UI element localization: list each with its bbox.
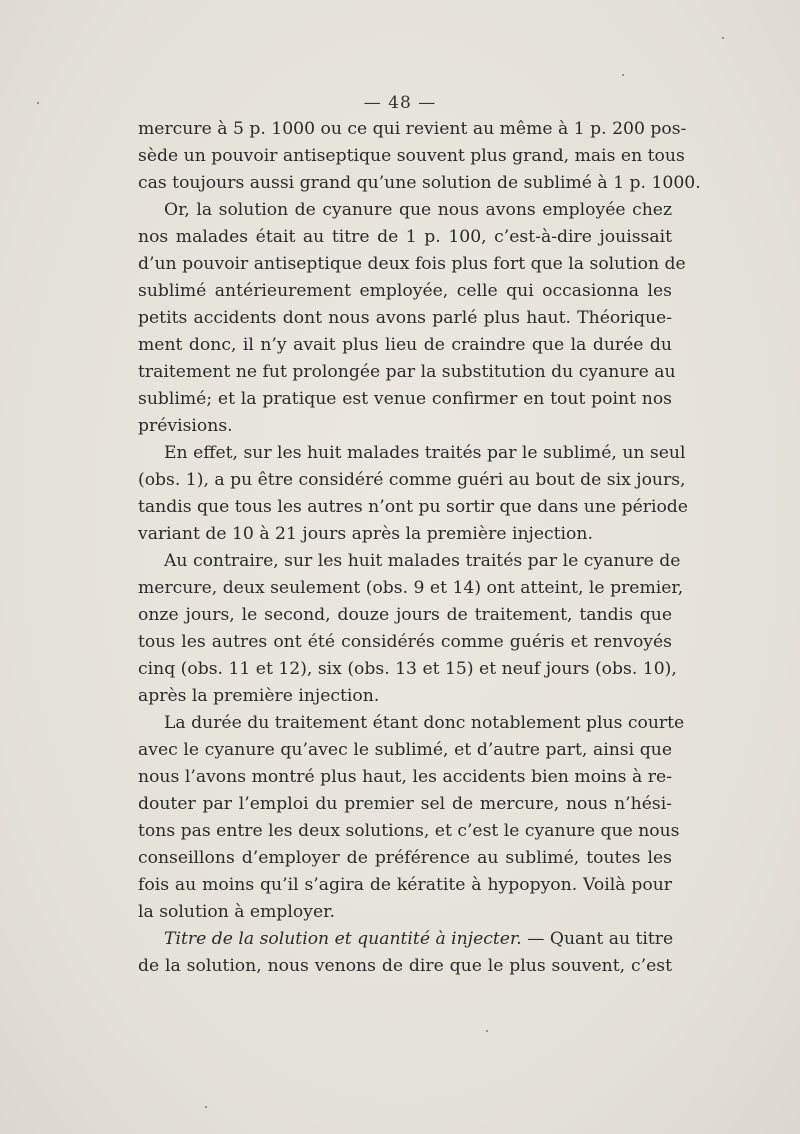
text-line: prévisions.: [138, 416, 233, 436]
text-line: sède un pouvoir antiseptique souvent plus grand, mais en tous: [138, 146, 685, 166]
paper-speck: [486, 1030, 488, 1032]
text-line: cinq (obs. 11 et 12), six (obs. 13 et 15) et neuf jours (obs. 10),: [138, 659, 677, 679]
text-line: tandis que tous les autres n’ont pu sortir que dans une période: [138, 497, 688, 517]
text-line: Au contraire, sur les huit malades traités par le cyanure de: [164, 551, 681, 571]
paper-speck: [622, 74, 624, 76]
text-line: (obs. 1), a pu être considéré comme guéri au bout de six jours,: [138, 470, 686, 490]
text-line: la solution à employer.: [138, 902, 335, 922]
text-line: ment donc, il n’y avait plus lieu de craindre que la durée du: [138, 335, 672, 355]
page-number: — 48 —: [363, 93, 437, 113]
text-line: traitement ne fut prolongée par la substitution du cyanure au: [138, 362, 676, 382]
text-line: onze jours, le second, douze jours de traitement, tandis que: [138, 605, 672, 625]
paper-speck: [205, 1106, 207, 1108]
final-text-line: de la solution, nous venons de dire que le plus souvent, c’est: [138, 956, 672, 976]
text-line: douter par l’emploi du premier sel de mercure, nous n’hési-: [138, 794, 672, 814]
text-line: tons pas entre les deux solutions, et c’est le cyanure que nous: [138, 821, 680, 841]
text-line: En effet, sur les huit malades traités par le sublimé, un seul: [164, 443, 686, 463]
text-line: sublimé antérieurement employée, celle qui occasionna les: [138, 281, 672, 301]
text-line: après la première injection.: [138, 686, 380, 706]
paper-speck: [37, 102, 39, 104]
paragraph-lines: [138, 116, 701, 926]
text-line: tous les autres ont été considérés comme guéris et renvoyés: [138, 632, 672, 652]
text-line: sublimé; et la pratique est venue confirmer en tout point nos: [138, 389, 672, 409]
text-line: fois au moins qu’il s’agira de kératite à hypopyon. Voilà pour: [138, 875, 672, 895]
section-heading-line: [138, 926, 672, 953]
text-line: nos malades était au titre de 1 p. 100, c’est-à-dire jouissait: [138, 227, 672, 247]
section-heading-continuation: — Quant au titre: [521, 929, 674, 949]
text-line: nous l’avons montré plus haut, les accidents bien moins à re-: [138, 767, 672, 787]
text-line: La durée du traitement étant donc notablement plus courte: [164, 713, 685, 733]
text-line: conseillons d’employer de préférence au sublimé, toutes les: [138, 848, 672, 868]
body-text: [138, 116, 701, 980]
paper-speck: [722, 37, 724, 39]
text-line: cas toujours aussi grand qu’une solution de sublimé à 1 p. 1000.: [138, 173, 701, 193]
text-line: mercure, deux seulement (obs. 9 et 14) ont atteint, le premier,: [138, 578, 684, 598]
text-line: mercure à 5 p. 1000 ou ce qui revient au même à 1 p. 200 pos-: [138, 119, 687, 139]
text-line: avec le cyanure qu’avec le sublimé, et d’autre part, ainsi que: [138, 740, 672, 760]
section-heading: Titre de la solution et quantité à injecter.: [164, 929, 522, 949]
text-line: variant de 10 à 21 jours après la première injection.: [138, 524, 593, 544]
text-line: Or, la solution de cyanure que nous avons employée chez: [164, 200, 672, 220]
text-line: petits accidents dont nous avons parlé plus haut. Théorique-: [138, 308, 672, 328]
text-line: d’un pouvoir antiseptique deux fois plus fort que la solution de: [138, 254, 686, 274]
